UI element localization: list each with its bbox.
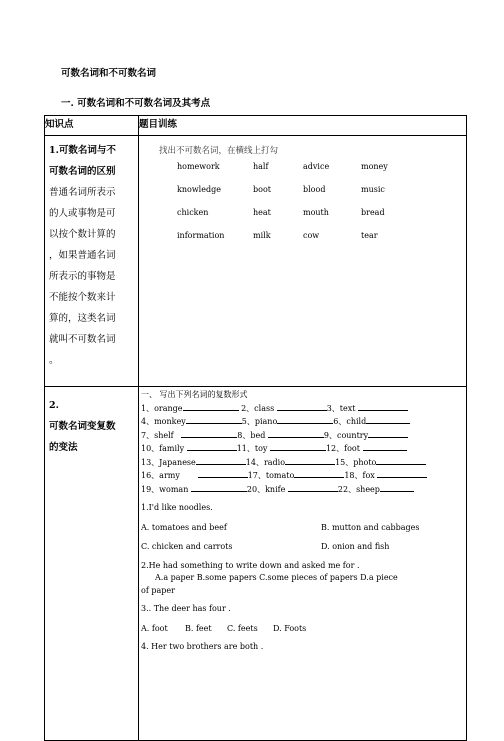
option-item[interactable]: D. Foots bbox=[273, 623, 307, 633]
table-row bbox=[45, 136, 467, 387]
plural-word: 22、sheep bbox=[337, 484, 380, 494]
header-knowledge-point: 知识点 bbox=[45, 116, 139, 136]
option-item[interactable]: D. onion and fish bbox=[321, 542, 390, 551]
plural-word: 11、toy bbox=[236, 444, 268, 453]
plural-word: 16、army bbox=[141, 471, 180, 480]
knowledge-cell-2 bbox=[45, 387, 139, 741]
word-item: knowledge bbox=[177, 185, 221, 194]
plural-word: 17、tomato bbox=[247, 471, 295, 480]
answer-blank[interactable] bbox=[277, 402, 327, 411]
knowledge-title-line: 1.可数名词与不 bbox=[49, 145, 116, 156]
word-item: tear bbox=[361, 231, 378, 240]
knowledge-text-line: 以按个数计算的 bbox=[49, 229, 116, 240]
answer-blank[interactable] bbox=[363, 442, 407, 451]
answer-blank[interactable] bbox=[368, 429, 408, 438]
answer-blank[interactable] bbox=[294, 469, 344, 478]
plural-word: 18、fox bbox=[344, 471, 375, 480]
option-item[interactable]: B. feet bbox=[185, 623, 212, 633]
option-item[interactable]: C. chicken and carrots bbox=[141, 542, 233, 551]
answer-blank[interactable] bbox=[191, 483, 247, 492]
word-item: boot bbox=[253, 185, 271, 194]
knowledge-text-line: 就叫不可数名词 bbox=[49, 334, 116, 345]
option-item[interactable]: A. tomatoes and beef bbox=[141, 522, 227, 532]
plural-word: 15、photo bbox=[335, 457, 377, 467]
question-3-options bbox=[141, 623, 466, 636]
exercise-instruction: 一、 写出下列名词的复数形式 bbox=[141, 390, 248, 399]
option-item[interactable]: A. foot bbox=[141, 623, 168, 633]
table-header-row bbox=[45, 116, 467, 136]
plural-line bbox=[141, 483, 466, 497]
word-item: homework bbox=[177, 162, 220, 171]
plural-word: 6、child bbox=[333, 417, 367, 426]
answer-blank[interactable] bbox=[187, 442, 237, 451]
answer-blank[interactable] bbox=[285, 456, 335, 465]
word-item: advice bbox=[303, 162, 330, 171]
plural-word: 13、Japanese bbox=[141, 457, 196, 467]
plural-word: 7、shelf bbox=[141, 430, 174, 440]
exercise-cell-1 bbox=[139, 136, 467, 387]
plural-line bbox=[141, 402, 466, 416]
plural-word: 3、text bbox=[326, 403, 356, 413]
option-item[interactable]: C. feets bbox=[227, 623, 258, 633]
knowledge-text-line: 的人或事物是可 bbox=[49, 208, 116, 219]
plural-word: 10、family bbox=[141, 444, 185, 453]
question-4: 4. Her two brothers are both . bbox=[141, 642, 264, 651]
answer-blank[interactable] bbox=[196, 456, 246, 465]
knowledge-title-line: 可数名词变复数 bbox=[49, 421, 116, 432]
document-title: 可数名词和不可数名词 bbox=[61, 68, 157, 79]
question-1: 1.I'd like noodles. bbox=[141, 503, 213, 512]
plural-word: 2、class bbox=[241, 403, 275, 413]
plural-word: 19、woman bbox=[141, 484, 189, 494]
option-item[interactable]: B. mutton and cabbages bbox=[321, 522, 420, 532]
word-item: bread bbox=[361, 208, 385, 217]
plural-exercise-list bbox=[141, 402, 466, 497]
word-item: chicken bbox=[177, 208, 209, 217]
word-item: music bbox=[361, 185, 385, 194]
plural-line bbox=[141, 415, 466, 429]
answer-blank[interactable] bbox=[376, 456, 426, 465]
exercise-table bbox=[44, 115, 467, 741]
word-item: milk bbox=[253, 231, 271, 240]
plural-line bbox=[141, 456, 466, 470]
exercise-cell-2 bbox=[139, 387, 467, 741]
answer-blank[interactable] bbox=[186, 415, 242, 424]
answer-blank[interactable] bbox=[183, 402, 239, 411]
knowledge-text-line: 算的，这类名词 bbox=[49, 313, 116, 324]
header-exercises: 题目训练 bbox=[139, 116, 467, 136]
word-item: cow bbox=[303, 231, 320, 240]
question-2: 2.He had something to write down and asked me for . bbox=[141, 560, 360, 570]
word-grid bbox=[177, 162, 388, 254]
plural-word: 9、country bbox=[323, 430, 369, 440]
knowledge-title-line: 2. bbox=[49, 400, 59, 411]
question-1-options-cd bbox=[141, 541, 466, 554]
knowledge-text-line: 所表示的事物是 bbox=[49, 271, 116, 282]
word-item: mouth bbox=[303, 208, 329, 217]
word-item: half bbox=[253, 162, 269, 171]
exercise-instruction: 找出不可数名词，在横线上打勾 bbox=[159, 146, 279, 156]
knowledge-text-line: ，如果普通名词 bbox=[49, 250, 116, 261]
answer-blank[interactable] bbox=[366, 415, 410, 424]
knowledge-title-line: 的变法 bbox=[49, 442, 78, 453]
answer-blank[interactable] bbox=[358, 402, 408, 411]
knowledge-title-line: 可数名词的区别 bbox=[49, 166, 116, 177]
answer-blank[interactable] bbox=[277, 415, 333, 424]
answer-blank[interactable] bbox=[270, 442, 326, 451]
word-item: heat bbox=[253, 208, 271, 217]
plural-word: 14、radio bbox=[245, 457, 286, 467]
word-item: blood bbox=[303, 185, 326, 194]
knowledge-text-line: 不能按个数来计 bbox=[49, 292, 116, 303]
plural-word: 5、piano bbox=[241, 417, 278, 426]
question-2-options-continued[interactable]: of paper bbox=[141, 585, 175, 595]
answer-blank[interactable] bbox=[198, 469, 248, 478]
knowledge-text-line: 普通名词所表示 bbox=[49, 187, 116, 198]
plural-word: 4、monkey bbox=[141, 417, 186, 426]
plural-word: 8、bed bbox=[237, 430, 266, 440]
answer-blank[interactable] bbox=[181, 429, 237, 438]
word-item: money bbox=[361, 162, 388, 171]
plural-line bbox=[141, 442, 466, 456]
plural-word: 1、orange bbox=[141, 403, 183, 413]
plural-line bbox=[141, 429, 466, 443]
knowledge-cell-1 bbox=[45, 136, 139, 387]
plural-word: 12、foot bbox=[325, 444, 360, 453]
answer-blank[interactable] bbox=[268, 429, 324, 438]
knowledge-text-line: 。 bbox=[49, 355, 59, 366]
plural-word: 20、knife bbox=[246, 484, 286, 494]
question-1-options-ab bbox=[141, 522, 466, 535]
answer-blank[interactable] bbox=[288, 483, 338, 492]
section-heading: 一. 可数名词和不可数名词及其考点 bbox=[61, 98, 211, 109]
plural-line bbox=[141, 469, 466, 483]
table-row bbox=[45, 387, 467, 741]
question-3: 3.. The deer has four . bbox=[141, 604, 231, 613]
word-item: information bbox=[177, 231, 225, 240]
question-2-options[interactable]: A.a paper B.some papers C.some pieces of papers D.a piece bbox=[155, 573, 398, 582]
answer-blank[interactable] bbox=[377, 469, 427, 478]
answer-blank[interactable] bbox=[380, 483, 414, 492]
